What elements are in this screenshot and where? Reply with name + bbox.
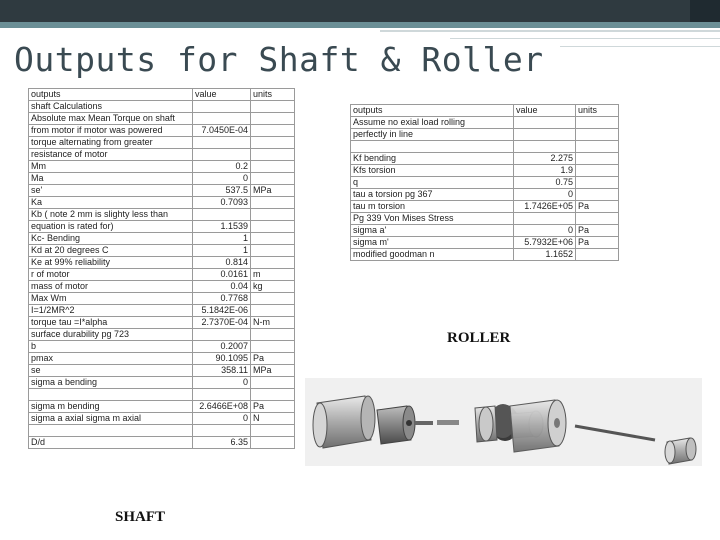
table-row — [29, 389, 295, 401]
table-row — [29, 257, 295, 269]
cell-output: pmax — [29, 353, 193, 365]
cell-units: Pa — [576, 225, 619, 237]
cell-output: surface durability pg 723 — [29, 329, 193, 341]
cell-units: Pa — [251, 353, 295, 365]
cell-units — [251, 437, 295, 449]
cell-output: Ka — [29, 197, 193, 209]
cell-units: N-m — [251, 317, 295, 329]
cell-output — [29, 425, 193, 437]
table-row — [29, 329, 295, 341]
cell-units — [251, 101, 295, 113]
cell-value — [193, 101, 251, 113]
table-header-row — [29, 89, 295, 101]
table-row — [29, 353, 295, 365]
cell-units — [251, 161, 295, 173]
table-row — [29, 425, 295, 437]
table-row — [351, 165, 619, 177]
table-row — [29, 293, 295, 305]
cell-value: 0.04 — [193, 281, 251, 293]
cell-units — [251, 341, 295, 353]
header-outputs: outputs — [29, 89, 193, 101]
cell-units: Pa — [576, 201, 619, 213]
assembly-render-image — [305, 378, 702, 466]
decorative-rule — [450, 38, 720, 39]
cell-value: 1 — [193, 245, 251, 257]
table-row — [29, 281, 295, 293]
table-row — [351, 237, 619, 249]
cell-output: D/d — [29, 437, 193, 449]
cell-value: 0 — [193, 413, 251, 425]
slide-accent-bar — [0, 22, 720, 28]
table-row — [29, 101, 295, 113]
table-row — [29, 161, 295, 173]
cell-value — [193, 389, 251, 401]
cell-output: I=1/2MR^2 — [29, 305, 193, 317]
cell-units — [576, 189, 619, 201]
cell-value: 0.2 — [193, 161, 251, 173]
table-row — [29, 125, 295, 137]
table-row — [351, 189, 619, 201]
cell-output — [29, 389, 193, 401]
cell-output: torque alternating from greater — [29, 137, 193, 149]
table-row — [29, 413, 295, 425]
cell-output: tau m torsion — [351, 201, 514, 213]
cell-output: Ma — [29, 173, 193, 185]
table-row — [29, 149, 295, 161]
cell-units: kg — [251, 281, 295, 293]
shaft-outputs-table — [28, 88, 295, 449]
cell-value: 7.0450E-04 — [193, 125, 251, 137]
cell-units: m — [251, 269, 295, 281]
cell-value — [514, 117, 576, 129]
table-row — [351, 201, 619, 213]
cell-units — [251, 173, 295, 185]
cell-output: modified goodman n — [351, 249, 514, 261]
header-outputs: outputs — [351, 105, 514, 117]
cell-units — [576, 165, 619, 177]
cell-units — [251, 209, 295, 221]
cell-units — [251, 245, 295, 257]
cell-output: perfectly in line — [351, 129, 514, 141]
cell-units — [576, 177, 619, 189]
cell-output: Absolute max Mean Torque on shaft — [29, 113, 193, 125]
cell-output: torque tau =I*alpha — [29, 317, 193, 329]
cell-units — [576, 129, 619, 141]
table-row — [351, 129, 619, 141]
cell-units — [251, 257, 295, 269]
slide-top-bar — [0, 0, 720, 22]
cell-units — [251, 149, 295, 161]
cell-units: MPa — [251, 185, 295, 197]
cell-value: 5.1842E-06 — [193, 305, 251, 317]
cell-units — [576, 249, 619, 261]
cell-output: from motor if motor was powered — [29, 125, 193, 137]
cell-units — [251, 305, 295, 317]
table-row — [29, 233, 295, 245]
table-row — [351, 141, 619, 153]
cell-output: equation is rated for) — [29, 221, 193, 233]
cell-output: Kc- Bending — [29, 233, 193, 245]
cell-units — [576, 141, 619, 153]
cell-units — [251, 197, 295, 209]
cell-value: 6.35 — [193, 437, 251, 449]
cell-value: 2.6466E+08 — [193, 401, 251, 413]
cell-value: 90.1095 — [193, 353, 251, 365]
cell-units — [251, 137, 295, 149]
cell-output: shaft Calculations — [29, 101, 193, 113]
cell-value — [193, 113, 251, 125]
cell-value: 1.9 — [514, 165, 576, 177]
slide-title: Outputs for Shaft & Roller — [14, 40, 544, 79]
roller-outputs-table — [350, 104, 619, 261]
header-units: units — [576, 105, 619, 117]
shaft-label: SHAFT — [115, 509, 166, 525]
table-row — [29, 113, 295, 125]
table-row — [351, 213, 619, 225]
cell-value: 0 — [514, 225, 576, 237]
decorative-rule — [380, 30, 720, 32]
cell-output: r of motor — [29, 269, 193, 281]
cell-value: 5.7932E+06 — [514, 237, 576, 249]
cell-output: b — [29, 341, 193, 353]
cell-units — [251, 377, 295, 389]
cell-output: Kfs torsion — [351, 165, 514, 177]
cell-value — [514, 141, 576, 153]
cell-output: se' — [29, 185, 193, 197]
cell-value: 1 — [193, 233, 251, 245]
table-row — [29, 173, 295, 185]
cell-output: mass of motor — [29, 281, 193, 293]
table-row — [29, 317, 295, 329]
table-row — [351, 117, 619, 129]
cell-value: 0.0161 — [193, 269, 251, 281]
table-row — [29, 137, 295, 149]
cell-value: 0 — [514, 189, 576, 201]
cell-output: Kd at 20 degrees C — [29, 245, 193, 257]
cell-output: sigma a axial sigma m axial — [29, 413, 193, 425]
table-row — [351, 225, 619, 237]
cell-output: Kb ( note 2 mm is slighty less than — [29, 209, 193, 221]
cell-value: 0 — [193, 173, 251, 185]
cell-units — [251, 233, 295, 245]
cell-value — [514, 129, 576, 141]
table-row — [351, 249, 619, 261]
table-row — [29, 341, 295, 353]
cell-value — [193, 329, 251, 341]
cell-value: 1.1652 — [514, 249, 576, 261]
cell-units — [576, 117, 619, 129]
exploded-assembly-icon — [305, 378, 702, 466]
slide-top-bar-corner — [690, 0, 720, 22]
cell-output: resistance of motor — [29, 149, 193, 161]
cell-units — [576, 153, 619, 165]
cell-output: Mm — [29, 161, 193, 173]
table-row — [29, 377, 295, 389]
cell-value: 0.814 — [193, 257, 251, 269]
cell-output: sigma m' — [351, 237, 514, 249]
cell-output: Ke at 99% reliability — [29, 257, 193, 269]
table-row — [29, 185, 295, 197]
table-header-row — [351, 105, 619, 117]
table-row — [29, 245, 295, 257]
table-row — [29, 437, 295, 449]
cell-output: sigma a bending — [29, 377, 193, 389]
cell-value: 0.7093 — [193, 197, 251, 209]
header-value: value — [193, 89, 251, 101]
cell-output: Kf bending — [351, 153, 514, 165]
cell-value: 2.275 — [514, 153, 576, 165]
table-row — [29, 401, 295, 413]
cell-output — [351, 141, 514, 153]
cell-units — [251, 425, 295, 437]
cell-output: q — [351, 177, 514, 189]
table-row — [29, 197, 295, 209]
cell-units — [251, 221, 295, 233]
cell-value: 1.1539 — [193, 221, 251, 233]
cell-units — [251, 293, 295, 305]
roller-label: ROLLER — [447, 330, 511, 346]
table-row — [351, 153, 619, 165]
table-row — [29, 305, 295, 317]
cell-output: Pg 339 Von Mises Stress — [351, 213, 514, 225]
cell-units: MPa — [251, 365, 295, 377]
cell-value — [193, 425, 251, 437]
cell-value: 358.11 — [193, 365, 251, 377]
cell-units: Pa — [576, 237, 619, 249]
cell-units: Pa — [251, 401, 295, 413]
cell-value: 0.75 — [514, 177, 576, 189]
cell-value: 1.7426E+05 — [514, 201, 576, 213]
cell-output: Assume no exial load rolling — [351, 117, 514, 129]
decorative-rule — [560, 46, 720, 47]
cell-value: 0.2007 — [193, 341, 251, 353]
cell-output: sigma m bending — [29, 401, 193, 413]
cell-value — [193, 149, 251, 161]
cell-units — [251, 113, 295, 125]
cell-value: 2.7370E-04 — [193, 317, 251, 329]
header-value: value — [514, 105, 576, 117]
header-units: units — [251, 89, 295, 101]
table-row — [29, 365, 295, 377]
table-row — [351, 177, 619, 189]
cell-value: 0.7768 — [193, 293, 251, 305]
cell-output: se — [29, 365, 193, 377]
cell-value — [514, 213, 576, 225]
cell-output: sigma a' — [351, 225, 514, 237]
cell-value — [193, 137, 251, 149]
cell-units — [251, 329, 295, 341]
cell-units — [251, 389, 295, 401]
cell-output: Max Wm — [29, 293, 193, 305]
table-row — [29, 269, 295, 281]
table-row — [29, 209, 295, 221]
table-row — [29, 221, 295, 233]
cell-units — [576, 213, 619, 225]
cell-value: 537.5 — [193, 185, 251, 197]
cell-units — [251, 125, 295, 137]
cell-value: 0 — [193, 377, 251, 389]
cell-value — [193, 209, 251, 221]
cell-output: tau a torsion pg 367 — [351, 189, 514, 201]
cell-units: N — [251, 413, 295, 425]
